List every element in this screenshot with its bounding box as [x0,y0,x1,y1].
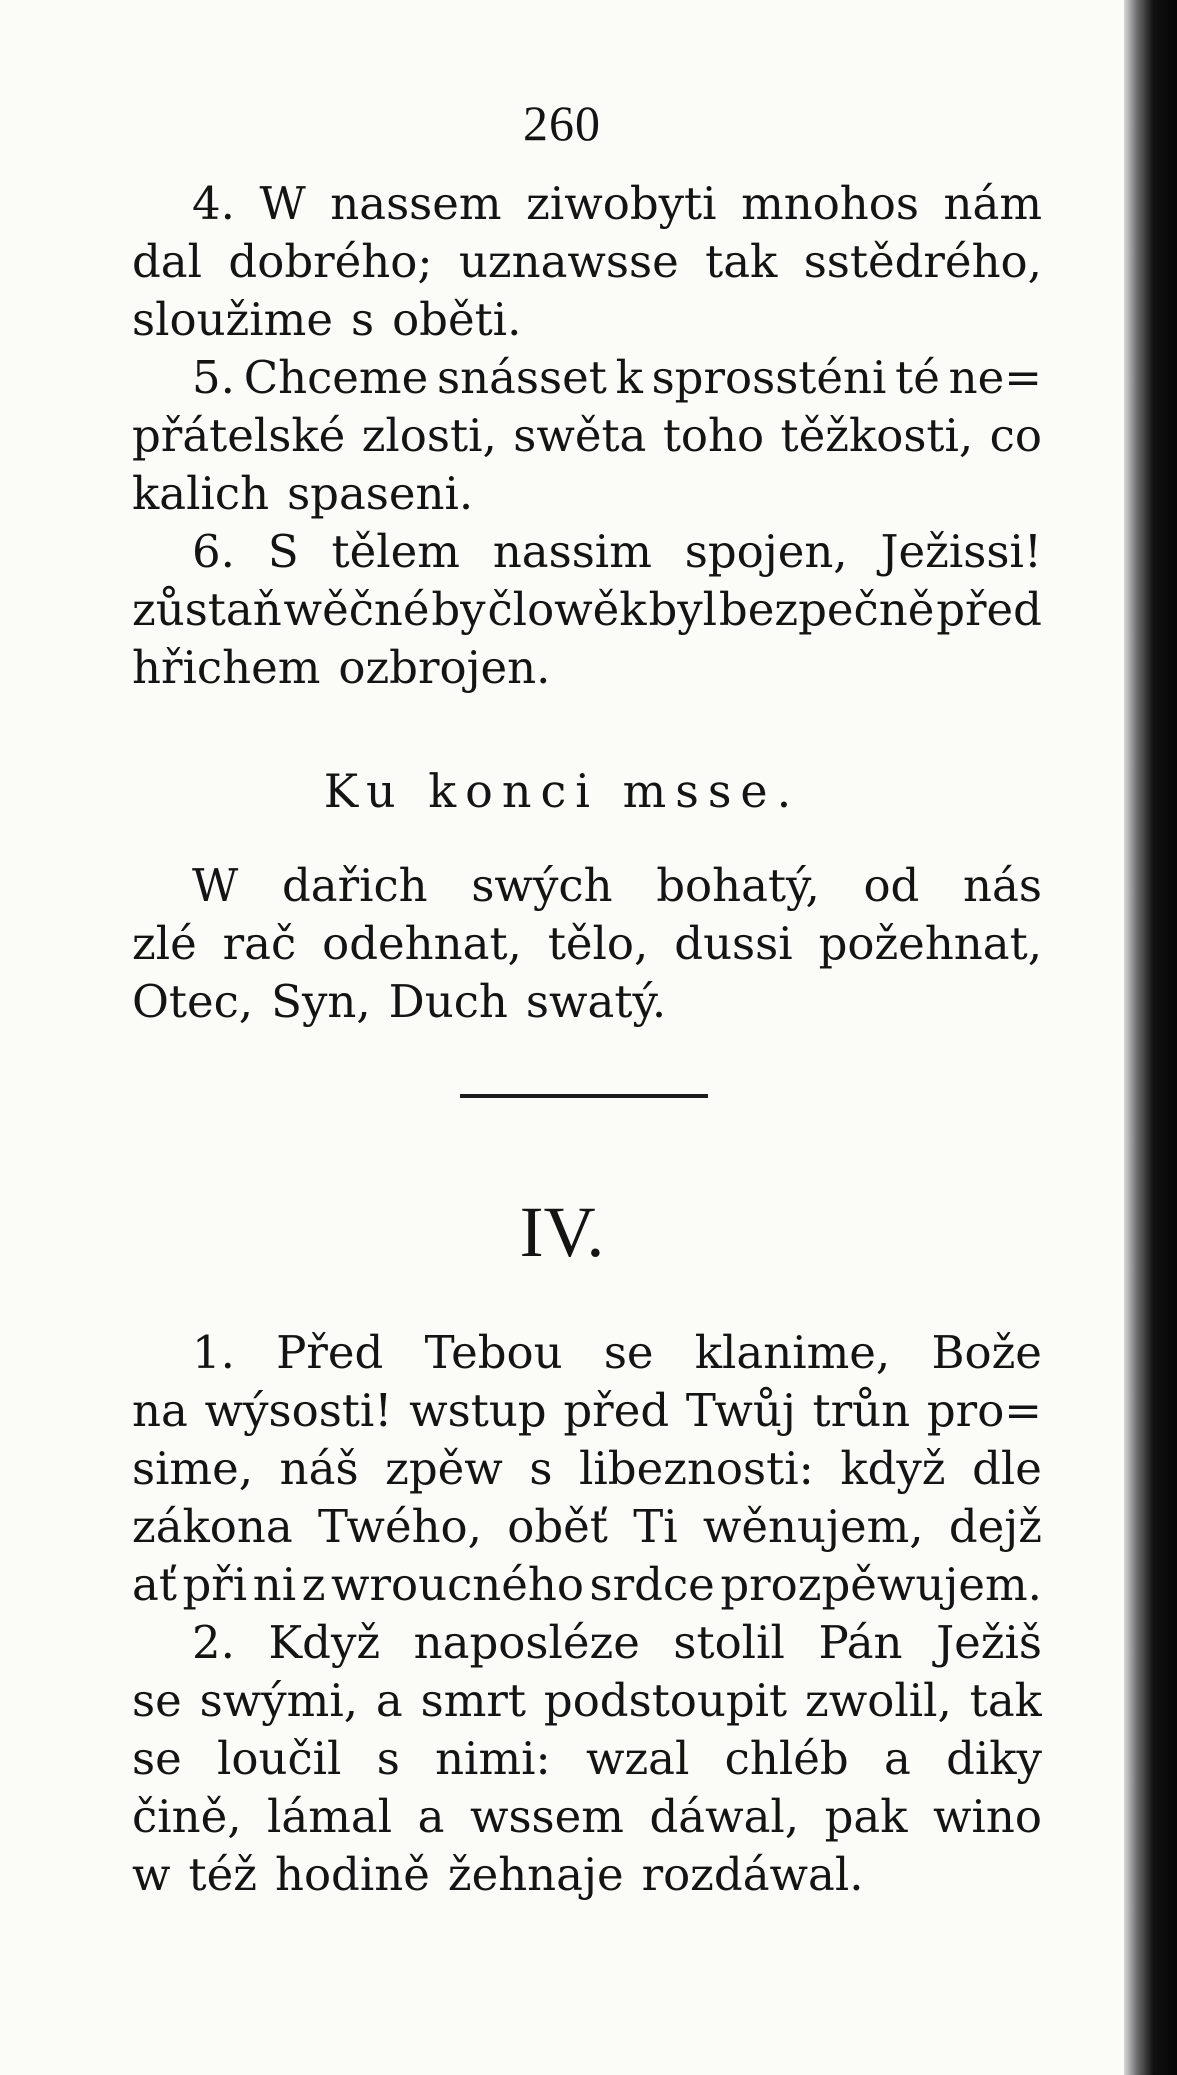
text-line: 6. S tělem nassim spojen, Ježissi! [192,525,1042,578]
verses-bottom [132,1324,1042,1904]
text-line: w též hodině žehnaje rozdáwal. [132,1848,864,1901]
text-line: čině, lámal a wssem dáwal, pak wino [132,1790,1042,1843]
text-line: ať při ni z wroucného srdce prozpěwujem. [132,1558,1042,1611]
text-line: zůstaň wěčné by člowěk byl bezpečně před [132,583,1042,636]
section-numeral: IV. [519,1192,605,1272]
text-line: 5. Chceme snásset k sprossténi té ne= [192,351,1042,404]
text-line: W dařich swých bohatý, od nás [192,859,1042,912]
text-line: 4. W nassem ziwobyti mnohos nám [192,177,1042,230]
page-number: 260 [523,95,601,151]
text-line: přátelské zlosti, swěta toho těžkosti, co [132,409,1042,462]
text-line: na wýsosti! wstup před Twůj trůn pro= [132,1384,1042,1437]
divider-rule [460,1094,708,1098]
text-line: se loučil s nimi: wzal chléb a diky [132,1732,1042,1785]
text-line: sloužime s oběti. [132,293,522,346]
text-line: se swými, a smrt podstoupit zwolil, tak [132,1674,1042,1727]
text-line: sime, náš zpěw s libeznosti: když dle [132,1442,1042,1495]
page-edge-shadow [1124,0,1177,2075]
verses-top [132,175,1042,697]
text-line: 1. Před Tebou se klanime, Bože [192,1326,1042,1379]
text-line: zlé rač odehnat, tělo, dussi požehnat, [132,917,1042,970]
text-line: hřichem ozbrojen. [132,641,551,694]
text-line: zákona Twého, oběť Ti wěnujem, dejž [132,1500,1042,1553]
text-line: dal dobrého; uznawsse tak sstědrého, [132,235,1042,288]
text-line: 2. Když naposléze stolil Pán Ježiš [192,1616,1042,1669]
text-line: Otec, Syn, Duch swatý. [132,975,667,1028]
verse-end [132,857,1042,1031]
section-heading: Ku konci msse. [323,764,801,818]
text-line: kalich spaseni. [132,467,474,520]
